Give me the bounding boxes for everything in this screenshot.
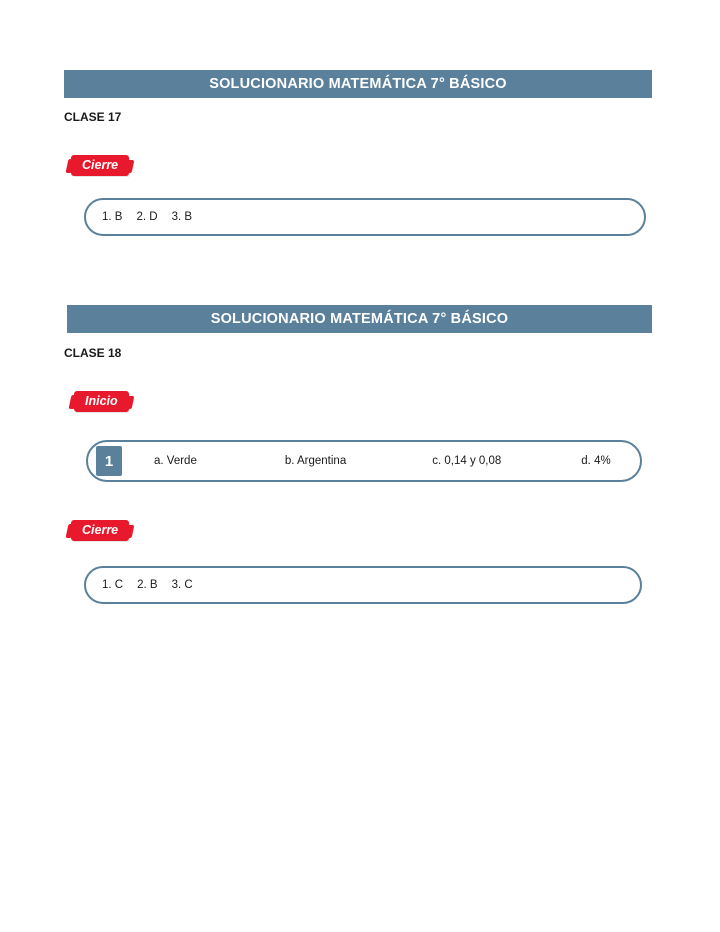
answer-line-1 — [86, 211, 192, 223]
tag-cierre-2-label: Cierre — [82, 523, 119, 537]
answer-box-3 — [84, 566, 642, 604]
tag-inicio-2-label: Inicio — [85, 394, 118, 408]
tag-inicio-2 — [74, 391, 129, 412]
answer-item: 1. B — [102, 211, 123, 223]
clase-label-2: CLASE 18 — [64, 346, 122, 360]
answer-option-b: b. Argentina — [284, 455, 347, 467]
question-number-badge: 1 — [96, 446, 122, 476]
answer-option-c: c. 0,14 y 0,08 — [432, 455, 502, 467]
section-banner-2 — [67, 305, 652, 333]
tag-cierre-2 — [71, 520, 129, 541]
answer-row-2 — [122, 455, 640, 467]
section-banner-title-2: SOLUCIONARIO MATEMÁTICA 7° BÁSICO — [210, 311, 509, 327]
answer-item: 1. C — [102, 579, 124, 591]
answer-option-d: d. 4% — [581, 455, 611, 467]
answer-line-3 — [86, 579, 193, 591]
answer-box-1 — [84, 198, 646, 236]
tag-cierre-1 — [71, 155, 129, 176]
answer-item: 2. B — [137, 579, 158, 591]
answer-option-a: a. Verde — [154, 455, 197, 467]
section-banner-title-1: SOLUCIONARIO MATEMÁTICA 7° BÁSICO — [209, 76, 507, 92]
clase-label-1: CLASE 17 — [64, 110, 122, 124]
answer-box-2 — [86, 440, 642, 482]
answer-item: 3. C — [171, 579, 193, 591]
answer-item: 2. D — [136, 211, 158, 223]
section-banner-1 — [64, 70, 652, 98]
tag-cierre-1-label: Cierre — [82, 158, 119, 172]
answer-item: 3. B — [171, 211, 193, 223]
